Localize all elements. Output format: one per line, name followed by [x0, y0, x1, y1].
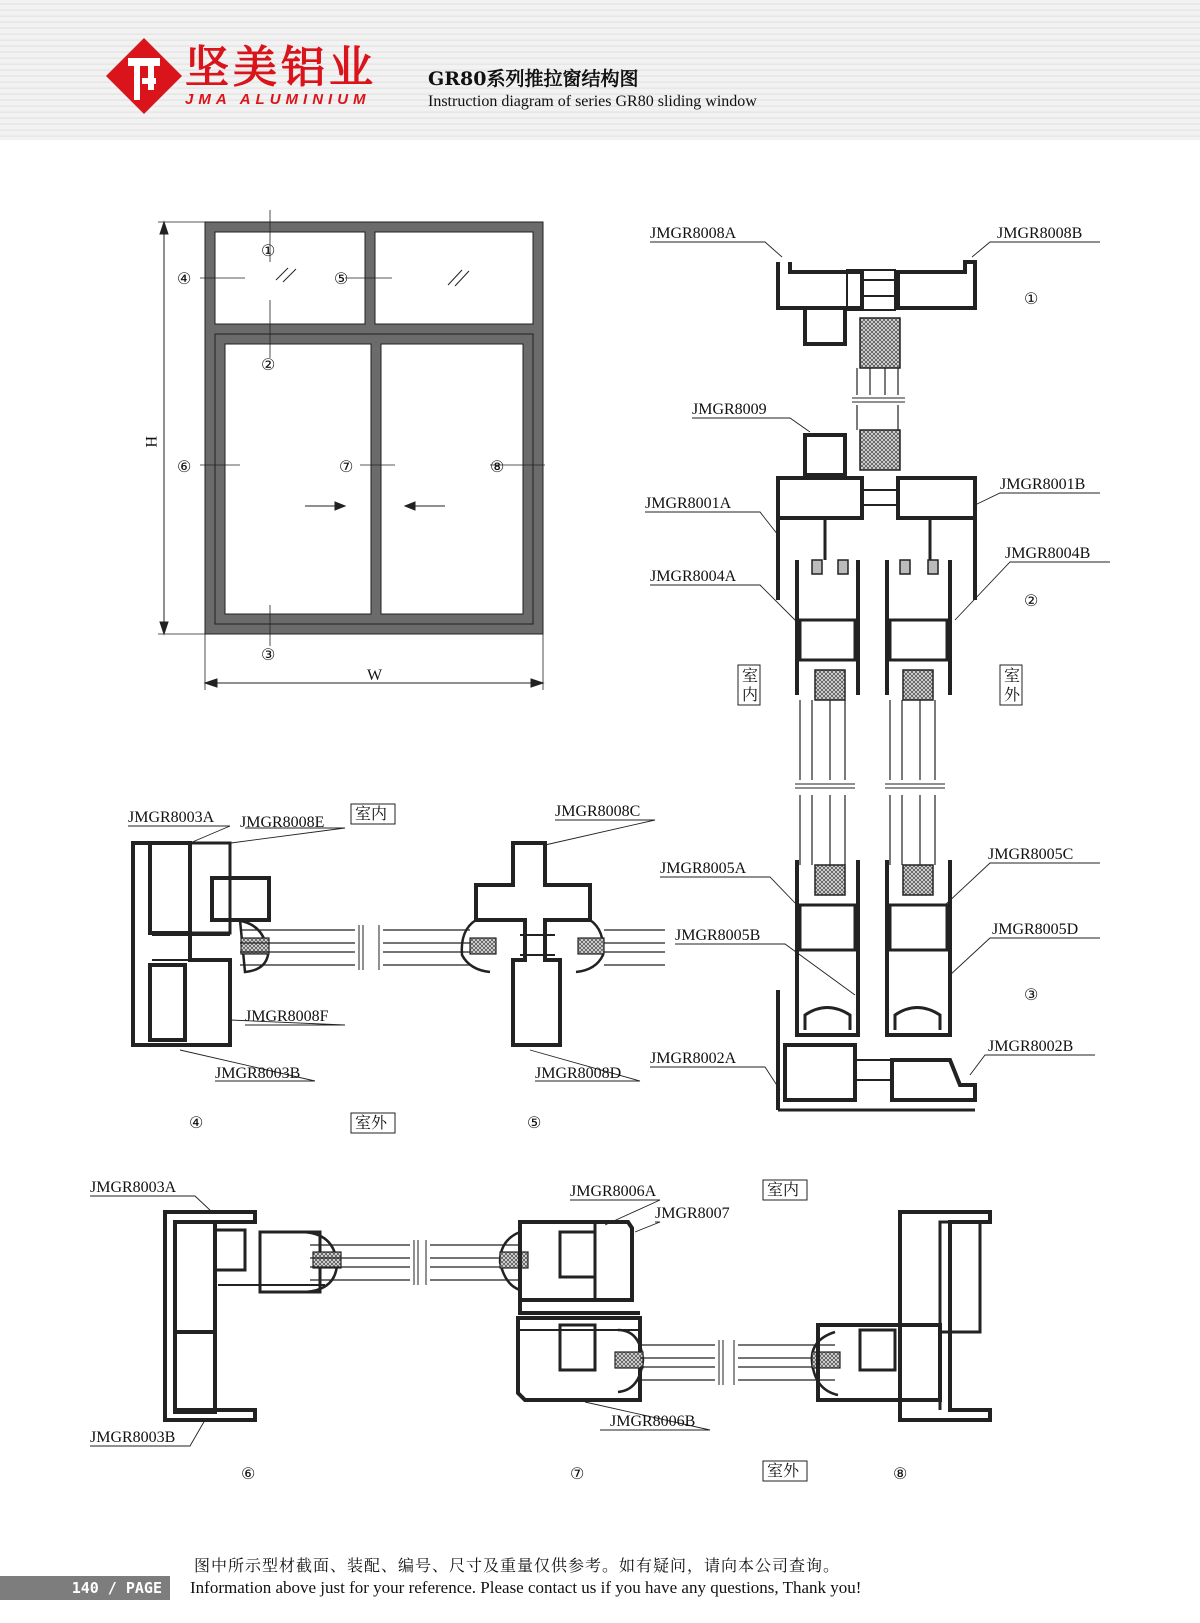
- part-label-8008B: JMGR8008B: [997, 225, 1083, 242]
- section-marker-8: ⑧: [893, 1466, 908, 1483]
- brand-name-cn: 坚美铝业: [185, 42, 377, 93]
- part-label-8009: JMGR8009: [692, 401, 767, 418]
- sections-6-8-room-labels: [763, 1180, 807, 1481]
- section-5-drawing: [379, 843, 665, 1045]
- part-label-8008F: JMGR8008F: [245, 1008, 329, 1025]
- section-marker-6: ⑥: [241, 1466, 256, 1483]
- part-label-8003A-s4: JMGR8003A: [128, 809, 215, 826]
- part-label-8006A: JMGR8006A: [570, 1183, 657, 1200]
- marker-4: ④: [177, 271, 192, 288]
- vertical-section: [778, 262, 975, 1110]
- sections-4-5-room-labels: [351, 804, 395, 1133]
- page-title-en: Instruction diagram of series GR80 sliding window: [428, 93, 757, 110]
- part-label-8005B: JMGR8005B: [675, 927, 761, 944]
- part-label-8002A: JMGR8002A: [650, 1050, 737, 1067]
- footer-note-en: Information above just for your reference. Please contact us if you have any questions, Thank you!: [190, 1578, 862, 1597]
- part-label-8005A: JMGR8005A: [660, 860, 747, 877]
- section-8-drawing: [734, 1212, 990, 1420]
- part-label-8004B: JMGR8004B: [1005, 545, 1091, 562]
- section-7-drawing: [426, 1222, 723, 1400]
- marker-7: ⑦: [339, 459, 354, 476]
- vertical-section-markers: [1024, 291, 1038, 1004]
- part-label-8006B: JMGR8006B: [610, 1413, 696, 1430]
- section-marker-5: ⑤: [527, 1115, 542, 1132]
- section-marker-1: ①: [1024, 291, 1039, 308]
- part-label-8008E: JMGR8008E: [240, 814, 325, 831]
- svg-text:室: 室: [1004, 666, 1021, 685]
- indoor-vertical-label: [738, 665, 760, 705]
- part-label-8001A: JMGR8001A: [645, 495, 732, 512]
- part-label-8004A: JMGR8004A: [650, 568, 737, 585]
- part-label-8001B: JMGR8001B: [1000, 476, 1086, 493]
- svg-text:室内: 室内: [355, 804, 388, 823]
- brand-name-en: JMA ALUMINIUM: [185, 91, 371, 108]
- part-label-8005D: JMGR8005D: [992, 921, 1079, 938]
- section-marker-2: ②: [1024, 593, 1039, 610]
- svg-text:室外: 室外: [355, 1113, 388, 1132]
- page-header: [0, 0, 1200, 140]
- section-marker-7: ⑦: [570, 1466, 585, 1483]
- part-label-8003B-s6: JMGR8003B: [90, 1429, 176, 1446]
- marker-1: ①: [261, 243, 276, 260]
- footer-note-cn: 图中所示型材截面、装配、编号、尺寸及重量仅供参考。如有疑问，请向本公司查询。: [194, 1556, 841, 1575]
- part-label-8002B: JMGR8002B: [988, 1038, 1074, 1055]
- part-label-8008D: JMGR8008D: [535, 1065, 622, 1082]
- section-marker-3: ③: [1024, 987, 1039, 1004]
- svg-text:室: 室: [742, 666, 759, 685]
- part-label-8005C: JMGR8005C: [988, 846, 1074, 863]
- svg-text:室外: 室外: [767, 1461, 800, 1480]
- marker-2: ②: [261, 357, 276, 374]
- width-label: W: [367, 667, 383, 684]
- marker-3: ③: [261, 647, 276, 664]
- outdoor-vertical-label: [1000, 665, 1022, 705]
- page-title-cn: GR80系列推拉窗结构图: [428, 68, 639, 90]
- part-label-8008C: JMGR8008C: [555, 803, 641, 820]
- jma-logo-icon: [104, 36, 184, 116]
- part-label-8003A-s6: JMGR8003A: [90, 1179, 177, 1196]
- marker-8: ⑧: [490, 459, 505, 476]
- page-number: 140 / PAGE: [0, 1576, 170, 1600]
- part-label-8007: JMGR8007: [655, 1205, 730, 1222]
- section-marker-4: ④: [189, 1115, 204, 1132]
- part-label-8003B-s4: JMGR8003B: [215, 1065, 301, 1082]
- structure-drawing: [0, 140, 1200, 1540]
- section-6-drawing: [165, 1212, 418, 1420]
- svg-text:外: 外: [1004, 685, 1021, 704]
- height-label: H: [142, 436, 159, 448]
- sections-4-5-leaders: [128, 820, 655, 1081]
- marker-5: ⑤: [334, 271, 349, 288]
- marker-6: ⑥: [177, 459, 192, 476]
- part-label-8008A: JMGR8008A: [650, 225, 737, 242]
- vertical-leaders: [645, 242, 1110, 1090]
- svg-text:内: 内: [742, 685, 759, 704]
- svg-text:室内: 室内: [767, 1180, 800, 1199]
- window-elevation: [158, 210, 545, 690]
